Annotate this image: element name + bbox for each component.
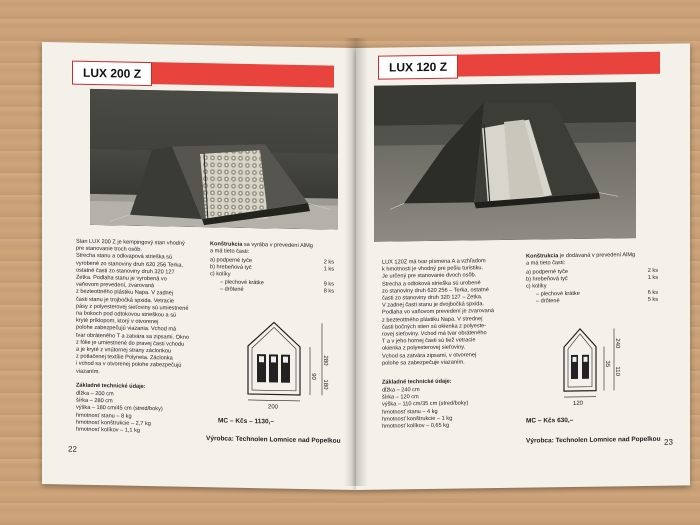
right-page	[356, 43, 690, 490]
diagram-depth-label: 240	[614, 338, 620, 349]
open-booklet	[42, 38, 690, 480]
left-construction-text: sa vyrába v prevedení AlMg a má tieto časti:	[210, 241, 313, 256]
diagram-height-label: 110	[614, 366, 620, 376]
part-qty: 8 ks	[323, 288, 334, 295]
part-qty: 2 ks	[647, 267, 658, 274]
left-parts-list	[210, 257, 334, 295]
part-qty: 9 ks	[323, 280, 334, 288]
part-name: a) podperné tyče	[526, 269, 568, 276]
left-price: MC – Kčs – 1130,–	[218, 417, 275, 426]
right-page-title: LUX 120 Z	[378, 55, 458, 80]
part-qty: 5 ks	[647, 296, 658, 303]
left-page-title: LUX 200 Z	[72, 61, 152, 87]
left-tech-specs: dĺžka – 200 cm šírka – 280 cm výška – 180 cm/45 cm (stred/boky) hmotnosť stanu – 8 kg hmotnosť konštrukcie – 2,7 kg hmotnosť kolíkov – 1,1 kg	[76, 390, 163, 434]
left-construction-heading: Konštrukcia	[210, 241, 243, 248]
part-name: – plechové krátke	[220, 278, 264, 286]
diagram-side-label: 90	[310, 373, 316, 380]
left-page-number: 22	[68, 444, 77, 454]
right-parts-list	[526, 268, 658, 306]
right-price: MC – Kčs 630,–	[526, 416, 574, 425]
part-qty: 6 ks	[647, 289, 658, 296]
part-name: – drôtené	[220, 286, 244, 293]
right-tech-specs: dĺžka – 240 cm šírka – 120 cm výška – 110 cm/35 cm (stred/boky) hmotnosť stanu – 4 kg hmotnosť konštrukcie – 1 kg hmotnosť kolíkov – 0,65 kg	[382, 387, 469, 430]
lux-120-z-floor-plan-diagram	[560, 324, 624, 409]
part-qty: 1 ks	[323, 266, 334, 273]
left-maker: Výrobca: Technolen Lomnice nad Popelkou	[206, 435, 341, 445]
lux-120-z-tent-photo	[374, 82, 636, 242]
tent-photo-illustration	[90, 89, 338, 230]
part-name: b) hrebeňová tyč	[210, 264, 252, 272]
right-construction-text: je dodávaná v prevedení AlMg a má tieto časti:	[526, 252, 636, 267]
left-construction-intro	[210, 241, 338, 258]
part-name: c) kolíky	[210, 271, 231, 278]
left-page	[42, 42, 356, 490]
diagram-width-label: 120	[573, 400, 584, 407]
part-name: c) kolíky	[526, 283, 547, 291]
left-title-bar	[72, 61, 334, 88]
lux-200-z-floor-plan-diagram	[244, 318, 334, 412]
right-construction-intro	[526, 252, 662, 268]
part-name: – plechové krátke	[536, 290, 580, 298]
diagram-depth-label: 280	[322, 355, 328, 366]
part-qty: 1 ks	[647, 274, 658, 282]
left-tech-heading: Základné technické údaje:	[76, 382, 146, 390]
right-construction-heading: Konštrukcia	[526, 253, 559, 260]
booklet-spine-shadow	[344, 38, 368, 486]
part-name: b) hrebeňová tyč	[526, 276, 568, 283]
diagram-width-label: 200	[268, 404, 279, 411]
right-description: LUX 120Z má tvar písmena A a vzhľadom k hmotnosti je vhodný pre pešiu turistiku. Je určený pre stanovanie dvoch osôb. Strecha a odtoková strieška sú urobené zo stanoviny druh 620 256 – Terka, ostatné časti zo stanoviny druh 320 127 – Zetka. V zadnej časti stanu je dvojbočká spxida. Podlaha vo vaňovom prevedení je zvarovaná z bezteottného plástiku Napa. V strednej časti bočných stien sú okienka z polyeste- rovej sieťoviny. Vchod má tvar obráteného T a v jeho hornej časti sú tiež vetracie okienka z polyesterovej sieťoviny. Vchod sa zatvára zipsami, v otvorenej polohe sa zabezpečuje viazaním.	[382, 258, 494, 367]
right-page-number: 23	[664, 437, 673, 447]
parts-row	[526, 297, 658, 306]
right-tech-heading: Základné technické údaje:	[382, 378, 452, 386]
lux-200-z-tent-photo	[90, 89, 338, 230]
part-name: – drôtené	[536, 297, 560, 305]
left-description: Stan LUX 200 Z je kempingový stan vhodný pre stanovanie troch osôb. Strecha stanu a odkvapová strieška sú vyrobené zo stanoviny druh 620 256 Terka, ostatné časti zo stanoviny druh 320 127 Zetka. Podlaha stanu je vyrobená vo vaňovom prevedení, zvarovaná z bezteottného plástiku Napa. V zadnej časti stanu je trojbočká spxida. Vetracie pásy z polyesterovej sieťoviny sú umiestnené na bokoch pod odtokovou strieškou a sú kryté príklopom, ktorý v otvorenej polohe zabezpečujú viazania. Vchod má tvar obráteného T a zatvára sa zipsami. Okno z fólie je umiestnené do pravej časti vchodu a je kryté z vnútornej strany záclonkou z potlačenej textílie Polyneta. Záclonka i vchod sa v otvorenej polohe zabezpečujú viazaním.	[76, 238, 189, 375]
right-title-bar	[378, 52, 660, 78]
part-qty: 2 ks	[323, 259, 334, 266]
part-name: a) podperné tyče	[210, 257, 252, 265]
tent-photo-illustration	[374, 82, 636, 242]
right-maker: Výrobca: Technolen Lomnice nad Popelkou	[526, 435, 661, 445]
diagram-side-label: 35	[604, 360, 610, 368]
parts-row	[210, 286, 334, 296]
diagram-height-label: 180	[322, 379, 328, 390]
